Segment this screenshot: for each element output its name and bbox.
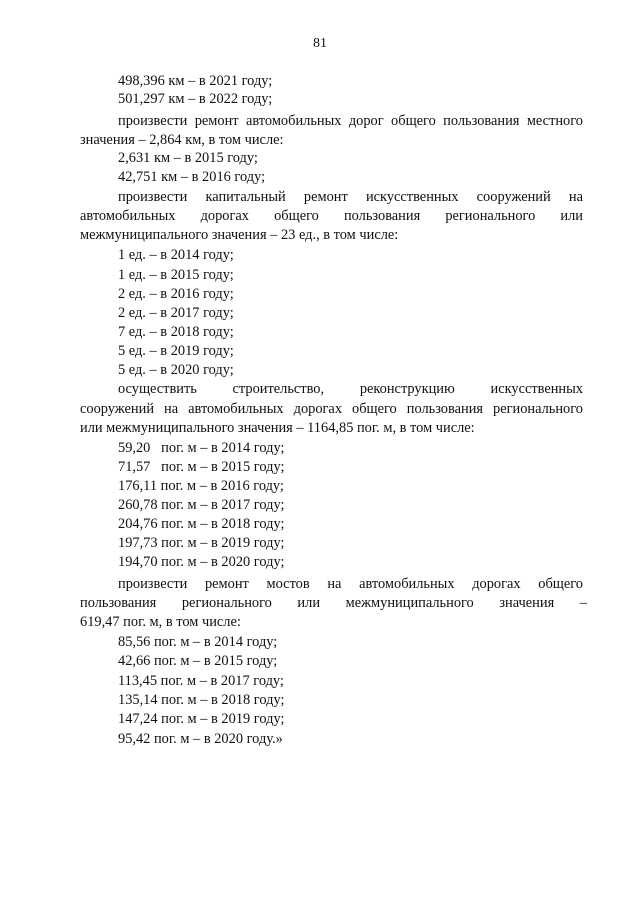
text-line: 71,57 пог. м – в 2015 году; bbox=[118, 459, 285, 475]
text-line: пользования регионального или межмуниципального значения – bbox=[80, 595, 587, 611]
text-line: 260,78 пог. м – в 2017 году; bbox=[118, 497, 285, 513]
text-line: 501,297 км – в 2022 году; bbox=[118, 91, 273, 107]
text-line: 85,56 пог. м – в 2014 году; bbox=[118, 634, 278, 650]
text-line: 42,66 пог. м – в 2015 году; bbox=[118, 653, 278, 669]
text-line: 135,14 пог. м – в 2018 году; bbox=[118, 692, 285, 708]
text-line: 176,11 пог. м – в 2016 году; bbox=[118, 478, 284, 494]
text-line: 59,20 пог. м – в 2014 году; bbox=[118, 440, 285, 456]
text-line: 2,631 км – в 2015 году; bbox=[118, 150, 258, 166]
text-line: произвести ремонт мостов на автомобильных дорогах общего bbox=[118, 576, 583, 592]
text-line: 194,70 пог. м – в 2020 году; bbox=[118, 554, 285, 570]
text-line: 147,24 пог. м – в 2019 году; bbox=[118, 711, 285, 727]
text-line: сооружений на автомобильных дорогах общего пользования регионального bbox=[80, 401, 583, 417]
text-line: 498,396 км – в 2021 году; bbox=[118, 73, 273, 89]
text-line: 42,751 км – в 2016 году; bbox=[118, 169, 266, 185]
text-line: 197,73 пог. м – в 2019 году; bbox=[118, 535, 285, 551]
text-line: 5 ед. – в 2019 году; bbox=[118, 343, 234, 359]
text-line: произвести ремонт автомобильных дорог общего пользования местного bbox=[118, 113, 583, 129]
text-line: автомобильных дорогах общего пользования регионального или bbox=[80, 208, 583, 224]
text-line: 95,42 пог. м – в 2020 году.» bbox=[118, 731, 283, 747]
text-line: 1 ед. – в 2014 году; bbox=[118, 247, 234, 263]
text-line: 2 ед. – в 2016 году; bbox=[118, 286, 234, 302]
text-line: значения – 2,864 км, в том числе: bbox=[80, 132, 284, 148]
text-line: 1 ед. – в 2015 году; bbox=[118, 267, 234, 283]
text-line: произвести капитальный ремонт искусственных сооружений на bbox=[118, 189, 583, 205]
page-number: 81 bbox=[313, 36, 327, 51]
text-line: 113,45 пог. м – в 2017 году; bbox=[118, 673, 284, 689]
text-line: осуществить строительство, реконструкцию искусственных bbox=[118, 381, 583, 397]
text-line: 619,47 пог. м, в том числе: bbox=[80, 614, 241, 630]
text-line: 2 ед. – в 2017 году; bbox=[118, 305, 234, 321]
text-line: межмуниципального значения – 23 ед., в том числе: bbox=[80, 227, 399, 243]
text-line: 5 ед. – в 2020 году; bbox=[118, 362, 234, 378]
text-line: 7 ед. – в 2018 году; bbox=[118, 324, 234, 340]
text-line: или межмуниципального значения – 1164,85 пог. м, в том числе: bbox=[80, 420, 475, 436]
text-line: 204,76 пог. м – в 2018 году; bbox=[118, 516, 285, 532]
